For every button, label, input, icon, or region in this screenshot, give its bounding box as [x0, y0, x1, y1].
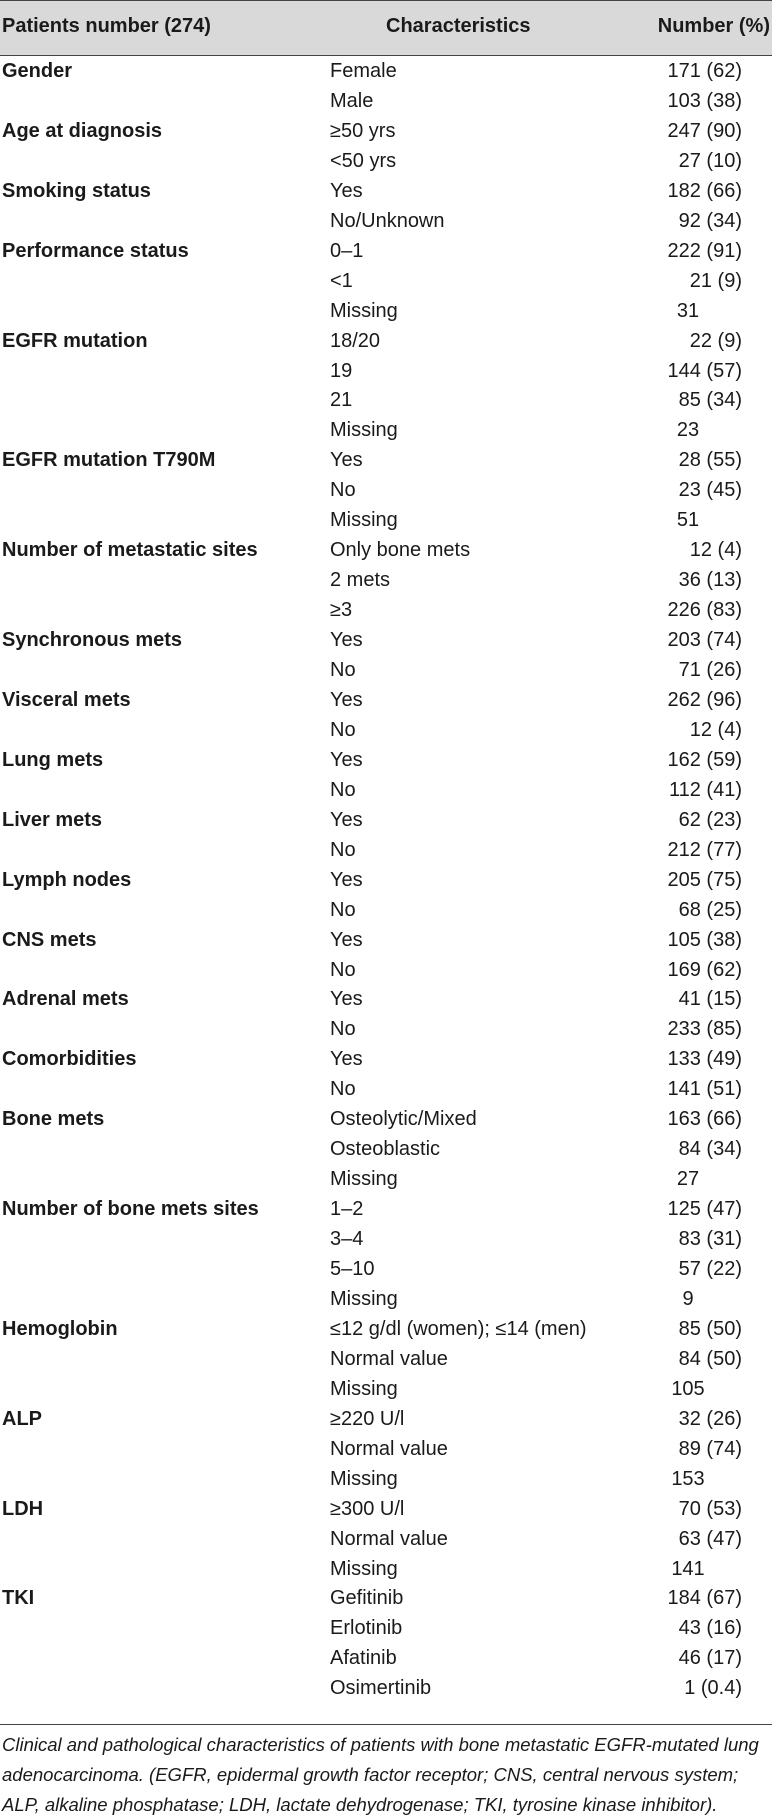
table-row	[0, 415, 772, 445]
table-row	[0, 1554, 772, 1584]
row-category: LDH	[2, 1497, 44, 1520]
row-characteristic: Yes	[330, 748, 363, 771]
row-category: Comorbidities	[2, 1048, 137, 1071]
row-category: Liver mets	[2, 808, 103, 831]
table-row	[0, 116, 772, 146]
row-characteristic: Normal value	[330, 1437, 448, 1460]
row-characteristic: Missing	[330, 1467, 398, 1490]
row-category: Synchronous mets	[2, 629, 183, 652]
row-characteristic: Missing	[330, 1168, 398, 1191]
table-row	[0, 925, 772, 955]
table-row	[0, 56, 772, 86]
table-row	[0, 745, 772, 775]
table-row	[0, 385, 772, 415]
header-characteristics: Characteristics	[386, 15, 531, 37]
table-row	[0, 86, 772, 116]
table-header	[0, 0, 772, 56]
table-row	[0, 1164, 772, 1194]
row-characteristic: Osimertinib	[330, 1677, 432, 1700]
table-row	[0, 176, 772, 206]
row-characteristic: Yes	[330, 868, 363, 891]
row-number: 171 (62)	[667, 60, 742, 82]
row-number: 162 (59)	[667, 748, 742, 771]
row-number: 125 (47)	[667, 1198, 742, 1221]
row-category: Performance status	[2, 239, 189, 262]
table-row	[0, 1673, 772, 1703]
row-number: 92 (34)	[678, 209, 742, 232]
row-number: 28 (55)	[678, 449, 742, 472]
row-characteristic: No	[330, 479, 356, 502]
table-row	[0, 805, 772, 835]
table-row	[0, 326, 772, 356]
row-characteristic: Only bone mets	[330, 539, 471, 562]
row-characteristic: No	[330, 1018, 356, 1041]
row-category: Number of metastatic sites	[2, 539, 258, 562]
row-characteristic: Yes	[330, 629, 363, 652]
table-row	[0, 955, 772, 985]
row-characteristic: Missing	[330, 509, 398, 532]
row-characteristic: 5–10	[330, 1258, 375, 1280]
row-characteristic: Normal value	[330, 1527, 448, 1550]
row-category: TKI	[2, 1587, 35, 1610]
table-row	[0, 565, 772, 595]
row-category: Hemoglobin	[2, 1317, 118, 1340]
row-characteristic: No	[330, 659, 356, 681]
row-number: 203 (74)	[667, 629, 742, 652]
table-row	[0, 595, 772, 625]
table-row	[0, 1613, 772, 1643]
row-characteristic: No	[330, 898, 356, 921]
table-row	[0, 266, 772, 296]
row-category: EGFR mutation T790M	[2, 449, 216, 472]
table-row	[0, 505, 772, 535]
row-characteristic: ≥220 U/l	[330, 1407, 405, 1430]
table-row	[0, 1464, 772, 1494]
row-characteristic: Missing	[330, 1377, 398, 1400]
table-row	[0, 685, 772, 715]
table-row	[0, 1044, 772, 1074]
row-characteristic: 3–4	[330, 1228, 364, 1251]
table-row	[0, 715, 772, 745]
row-characteristic: Yes	[330, 179, 363, 202]
table-row	[0, 1104, 772, 1134]
table-row	[0, 206, 772, 236]
table-row	[0, 146, 772, 176]
row-characteristic: Osteoblastic	[330, 1138, 441, 1161]
row-characteristic: Yes	[330, 449, 363, 472]
table-row	[0, 475, 772, 505]
table-row	[0, 835, 772, 865]
table-row	[0, 1643, 772, 1673]
row-category: ALP	[2, 1407, 42, 1430]
table-row	[0, 356, 772, 386]
header-number-percent: Number (%)	[657, 15, 770, 37]
table-row	[0, 1404, 772, 1434]
row-number: 41 (15)	[678, 988, 742, 1011]
row-characteristic: 2 mets	[330, 569, 391, 592]
row-characteristic: No/Unknown	[330, 209, 445, 232]
table-row	[0, 1374, 772, 1404]
row-characteristic: Male	[330, 89, 374, 112]
row-characteristic: ≥50 yrs	[330, 119, 396, 142]
row-category: CNS mets	[2, 928, 97, 951]
row-number: 23 (45)	[678, 479, 742, 502]
row-characteristic: Normal value	[330, 1347, 448, 1370]
table-row	[0, 445, 772, 475]
row-number: 68 (25)	[678, 898, 742, 921]
row-characteristic: Yes	[330, 1048, 363, 1071]
table-row	[0, 865, 772, 895]
row-number: 27	[676, 1168, 700, 1191]
row-number: 133 (49)	[667, 1048, 742, 1071]
row-characteristic: Missing	[330, 299, 398, 322]
row-characteristic: No	[330, 1078, 356, 1101]
row-number: 21 (9)	[689, 269, 742, 292]
row-category: EGFR mutation	[2, 329, 148, 352]
row-category: Lung mets	[2, 748, 104, 771]
table-row	[0, 1134, 772, 1164]
row-number: 46 (17)	[678, 1647, 742, 1670]
table-row	[0, 296, 772, 326]
row-characteristic: Missing	[330, 419, 398, 442]
row-category: Bone mets	[2, 1108, 105, 1131]
row-number: 205 (75)	[667, 868, 742, 891]
row-number: 105	[671, 1377, 705, 1400]
table-row	[0, 655, 772, 685]
table-row	[0, 895, 772, 925]
row-number: 85 (34)	[678, 389, 742, 412]
row-characteristic: Missing	[330, 1557, 398, 1580]
row-number: 105 (38)	[667, 928, 742, 951]
row-category: Smoking status	[2, 179, 151, 202]
row-number: 222 (91)	[667, 239, 742, 262]
row-characteristic: Erlotinib	[330, 1617, 403, 1640]
row-characteristic: Missing	[330, 1287, 398, 1310]
row-number: 32 (26)	[678, 1407, 742, 1430]
row-number: 70 (53)	[678, 1497, 742, 1520]
row-number: 153	[671, 1467, 705, 1490]
row-characteristic: 21	[330, 389, 353, 412]
row-category: Visceral mets	[2, 688, 131, 711]
row-category: Lymph nodes	[2, 868, 132, 891]
row-number: 51	[676, 509, 700, 532]
table-caption: Clinical and pathological characteristics of patients with bone metastatic EGFR-mutated lung adenocarcinoma. (EGFR, epidermal growth factor receptor; CNS, central nervous system; ALP, alkaline phosphatase; LDH, lactate dehydrogenase; TKI, tyrosine kinase inhibitor).	[2, 1734, 759, 1815]
row-number: 27 (10)	[678, 149, 742, 172]
table-row	[0, 1524, 772, 1554]
row-number: 9	[682, 1287, 694, 1310]
header-patients-number: Patients number (274)	[2, 15, 211, 37]
row-characteristic: Yes	[330, 688, 363, 711]
row-number: 85 (50)	[678, 1317, 742, 1340]
row-number: 262 (96)	[667, 688, 742, 711]
row-category: Gender	[2, 60, 73, 82]
table-row	[0, 1014, 772, 1044]
row-characteristic: 1–2	[330, 1198, 364, 1221]
row-number: 112 (41)	[668, 778, 742, 801]
table-row	[0, 236, 772, 266]
row-category: Number of bone mets sites	[2, 1198, 259, 1221]
row-number: 1 (0.4)	[684, 1677, 742, 1700]
row-number: 36 (13)	[678, 569, 742, 592]
table-row	[0, 1344, 772, 1374]
table-row	[0, 1224, 772, 1254]
row-characteristic: <1	[330, 269, 353, 292]
row-number: 57 (22)	[678, 1258, 742, 1280]
table-row	[0, 535, 772, 565]
table-row	[0, 1314, 772, 1344]
row-characteristic: ≥3	[330, 599, 353, 622]
row-characteristic: Afatinib	[330, 1647, 397, 1670]
row-number: 43 (16)	[678, 1617, 742, 1640]
row-number: 226 (83)	[667, 599, 742, 622]
row-number: 141	[671, 1557, 705, 1580]
table-row	[0, 1494, 772, 1524]
row-number: 212 (77)	[667, 838, 742, 861]
row-characteristic: No	[330, 718, 356, 741]
row-number: 169 (62)	[667, 958, 742, 981]
table-row	[0, 1074, 772, 1104]
row-characteristic: 0–1	[330, 239, 364, 262]
row-characteristic: Osteolytic/Mixed	[330, 1108, 477, 1131]
row-number: 233 (85)	[667, 1018, 742, 1041]
row-number: 31	[676, 299, 700, 322]
row-characteristic: No	[330, 838, 356, 861]
row-characteristic: <50 yrs	[330, 149, 397, 172]
row-number: 12 (4)	[689, 718, 742, 741]
row-number: 247 (90)	[667, 119, 742, 142]
table-bottom-rule	[0, 1724, 772, 1725]
row-characteristic: Yes	[330, 808, 363, 831]
row-number: 23	[676, 419, 700, 442]
row-number: 141 (51)	[667, 1078, 742, 1101]
table-row	[0, 1434, 772, 1464]
row-number: 83 (31)	[678, 1228, 742, 1251]
row-characteristic: Yes	[330, 988, 363, 1011]
row-number: 163 (66)	[667, 1108, 742, 1131]
table-row	[0, 625, 772, 655]
row-number: 103 (38)	[667, 89, 742, 112]
row-characteristic: No	[330, 958, 356, 981]
row-number: 84 (34)	[678, 1138, 742, 1161]
table-row	[0, 1254, 772, 1284]
table-row	[0, 984, 772, 1014]
table-row	[0, 775, 772, 805]
table-row	[0, 1583, 772, 1613]
row-number: 63 (47)	[678, 1527, 742, 1550]
row-number: 89 (74)	[678, 1437, 742, 1460]
row-characteristic: Female	[330, 60, 397, 82]
row-number: 71 (26)	[678, 659, 742, 681]
row-category: Adrenal mets	[2, 988, 129, 1011]
row-number: 182 (66)	[667, 179, 742, 202]
row-number: 144 (57)	[667, 359, 742, 382]
row-characteristic: Yes	[330, 928, 363, 951]
row-number: 22 (9)	[689, 329, 742, 352]
row-number: 184 (67)	[667, 1587, 742, 1610]
table-row	[0, 1284, 772, 1314]
row-characteristic: No	[330, 778, 356, 801]
row-number: 62 (23)	[678, 808, 742, 831]
row-category: Age at diagnosis	[2, 119, 163, 142]
table-row	[0, 1194, 772, 1224]
row-characteristic: 18/20	[330, 329, 381, 352]
row-number: 12 (4)	[689, 539, 742, 562]
row-characteristic: 19	[330, 359, 353, 382]
row-number: 84 (50)	[678, 1347, 742, 1370]
row-characteristic: ≤12 g/dl (women); ≤14 (men)	[330, 1317, 587, 1340]
row-characteristic: Gefitinib	[330, 1587, 404, 1610]
row-characteristic: ≥300 U/l	[330, 1497, 405, 1520]
